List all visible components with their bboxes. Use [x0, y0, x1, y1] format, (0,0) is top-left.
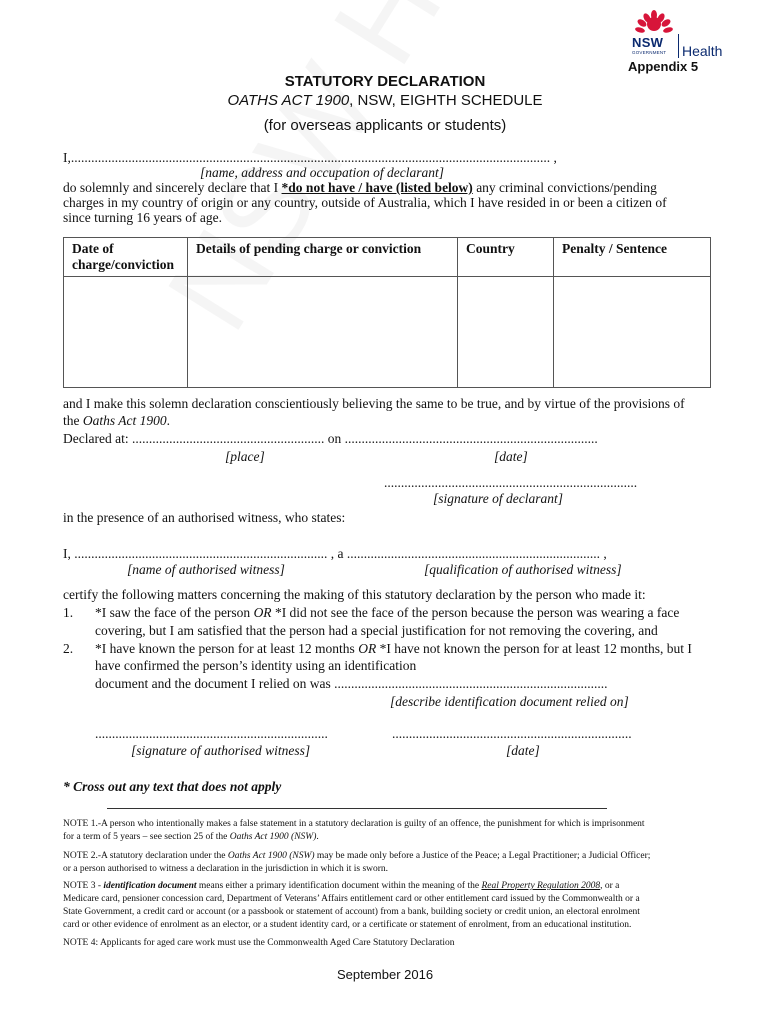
subtitle: (for overseas applicants or students) — [263, 117, 507, 134]
waratah-icon — [634, 10, 674, 36]
note-4: NOTE 4: Applicants for aged care work must use the Commonwealth Aged Care Statutory Declaration — [63, 938, 455, 948]
presence-line: in the presence of an authorised witness, who states: — [63, 510, 346, 525]
certify-line: certify the following matters concerning the making of this statutory declaration by the person who made it: — [63, 587, 646, 602]
act-rest: , NSW, EIGHTH SCHEDULE — [349, 92, 543, 109]
solemn-line-2: the Oaths Act 1900. — [63, 413, 170, 428]
item-1-line-2: covering, but I am satisfied that the person had a special justification for not removing the covering, and — [95, 623, 658, 638]
declare-line-2: charges in my country of origin or any country, outside of Australia, which I have resided in or been a citizen of — [63, 195, 667, 210]
item-2-line-2: have confirmed the person’s identity using an identification — [95, 658, 417, 673]
table-row — [64, 277, 711, 388]
cell-country[interactable] — [458, 277, 554, 388]
witness-line[interactable]: I, ........................................................................... , a ........................................................................... , — [63, 546, 607, 561]
witness-signature-line[interactable]: ..................................................................... — [95, 726, 328, 741]
witness-date-line[interactable]: ....................................................................... — [392, 726, 632, 741]
logo-nsw: NSW — [632, 35, 664, 50]
declarant-line: I,.............................................................................................................................................. , — [63, 150, 557, 165]
item-2-document-line[interactable]: document and the document I relied on was ................................................................................. — [95, 676, 608, 691]
col-penalty: Penalty / Sentence — [554, 238, 711, 277]
col-country: Country — [458, 238, 554, 277]
item-2-number: 2. — [63, 641, 74, 656]
item-2-line: *I have known the person for at least 12 months OR *I have not known the person for at least 12 months, but I — [95, 641, 692, 656]
logo-government: GOVERNMENT — [632, 50, 667, 55]
witness-date-caption: [date] — [506, 743, 540, 758]
page-title: STATUTORY DECLARATION — [284, 73, 486, 90]
logo-divider — [678, 34, 679, 58]
footer-date: September 2016 — [336, 967, 434, 982]
document-caption: [describe identification document relied on] — [390, 694, 629, 709]
logo-health: Health — [682, 43, 723, 59]
nsw-health-logo — [632, 10, 742, 58]
item-1-line: *I saw the face of the person OR *I did not see the face of the person because the person was wearing a face — [95, 605, 680, 620]
declarant-signature-caption: [signature of declarant] — [433, 491, 563, 506]
note-2: NOTE 2.-A statutory declaration under the Oaths Act 1900 (NSW) may be made only before a Justice of the Peace; a Legal Practitioner; a Judicial Officer; or a person authorised to witness a declaration in the jurisdiction in which it is sworn. — [63, 851, 651, 874]
convictions-table — [63, 237, 711, 388]
table-header-row — [64, 238, 711, 277]
item-1-number: 1. — [63, 605, 74, 620]
real-property-regulation-link[interactable]: Real Property Regulation 2008 — [481, 881, 601, 891]
declare-line-3: since turning 16 years of age. — [63, 210, 222, 225]
note-3: NOTE 3 - identification document means either a primary identification document within the meaning of the Real Property Regulation 2008, or a Medicare card, pensioner concession card, Department of Veterans’ Affairs entitlement card or other entitlement card issued by the Commonwealth or a State Government, a credit card or account (or a passbook or statement of account) from a bank, building society or credit union, an electoral enrolment card or other evidence of enrolment as an elector, or a student identity card, or a certificate or statement of enrolment, from an educational institution. — [63, 881, 640, 930]
witness-qual-caption: [qualification of authorised witness] — [424, 562, 622, 577]
witness-signature-caption: [signature of authorised witness] — [131, 743, 311, 758]
appendix-label: Appendix 5 — [628, 59, 699, 74]
witness-name-caption: [name of authorised witness] — [127, 562, 285, 577]
date-caption: [date] — [494, 449, 528, 464]
col-date: Date of charge/conviction — [64, 238, 188, 277]
do-not-have-option: *do not have / have (listed below) — [281, 180, 473, 195]
act-line — [0, 92, 770, 109]
cell-date[interactable] — [64, 277, 188, 388]
cell-penalty[interactable] — [554, 277, 711, 388]
cross-out-note: * Cross out any text that does not apply — [63, 779, 282, 794]
place-caption: [place] — [225, 449, 265, 464]
declare-line: do solemnly and sincerely declare that I *do not have / have (listed below) any criminal convictions/pending — [63, 180, 657, 195]
act-name: OATHS ACT 1900 — [227, 92, 350, 109]
declarant-signature-line[interactable]: ........................................................................... — [384, 475, 638, 490]
declared-at-line[interactable]: Declared at: ......................................................... on ........................................................................... — [63, 431, 598, 446]
solemn-line: and I make this solemn declaration conscientiously believing the same to be true, and by virtue of the provisions of — [63, 396, 685, 411]
col-details: Details of pending charge or conviction — [188, 238, 458, 277]
cell-details[interactable] — [188, 277, 458, 388]
notes-divider — [107, 808, 607, 809]
note-1: NOTE 1.-A person who intentionally makes a false statement in a statutory declaration is guilty of an offence, the punishment for which is imprisonment for a term of 5 years – see section 25 of the Oaths Act 1900 (NSW). — [63, 819, 645, 842]
declarant-caption: [name, address and occupation of declarant] — [200, 165, 444, 180]
